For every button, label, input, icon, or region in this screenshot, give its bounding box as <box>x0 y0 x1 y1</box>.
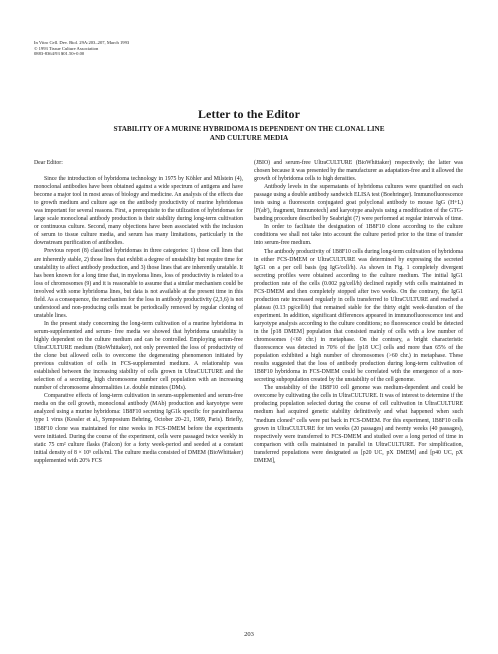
paragraph: Since the introduction of hybridoma technology in 1975 by Köhler and Milstein (4), monoclonal antibodies have been obtained against a wide spectrum of antigens and have become a major tool in most areas of biology and medicine. An analysis of the effects due to growth medium and culture age on the antibody productivity of murine hybridomas was important for several reasons. First, a prerequisite to the utilization of hybridomas for large scale monoclonal antibody production is their stability during long-term cultivation or continuous culture. Second, many objections have been associated with the inclusion of serum to tissue culture media, and serum has many limitations, particularly in the downstream purification of antibodies. <box>34 176 243 247</box>
page-number: 203 <box>244 631 254 638</box>
citation-line: In Vitro Cell. Dev. Biol. 29A:203–207, March 1993 <box>34 40 130 45</box>
paragraph: The unstability of the 1B8F10 cell genome was medium-dependent and could be overcome by cultivating the cells in UltraCULTURE. It was of interest to determine if the producing population selected during the course of cell cultivation in UltraCULTURE medium had acquired genetic stability definitively and what happened when such "medium cloned" cells were put back in FCS-DMEM. For this experiment, 1B8F10 cells grown in UltraCULTURE for ten weeks (20 passages) and twenty weeks (40 passages), respectively were transferred to FCS-DMEM and studied over a long period of time in comparison with cells maintained in parallel in UltraCULTURE. For simplification, transferred populations were designated as [p20 UC, pX DMEM] and [p40 UC, pX DMEM], <box>254 385 463 464</box>
paragraph: Comparative effects of long-term cultivation in serum-supplemented and serum-free media on the cell growth, monoclonal antibody (MAb) production and karyotype were analyzed using a murine hybridoma: 1B8F10 secreting IgG1k specific for parainfluenza type 1 virus (Kessler et al., Symposium Behring, October 20–21, 1989, Paris). Briefly, 1B8F10 clone was maintained for nine weeks in FCS-DMEM before the experiments were initiated. During the course of the experiment, cells were passaged twice weekly in static 75 cm² culture flasks (Falcon) for a forty week-period and seeded at a constant initial density of 8 × 10⁵ cells/ml. The culture media consisted of DMEM (BioWhittaker) supplemented with 20% FCS <box>34 393 243 464</box>
left-column <box>34 159 243 465</box>
paragraph: (JBIO) and serum-free UltraCULTURE (BioWhittaker) respectively; the latter was chosen because it was presented by the manufacturer as adaptation-free and it allowed the growth of hybridoma cells to high densities. <box>254 160 463 183</box>
paragraph: In the present study concerning the long-term cultivation of a murine hybridoma in serum-supplemented and serum- free media we showed that hybridoma unstability is highly dependent on the culture medium and can be controlled. Employing serum-free UltraCULTURE medium (BioWhittaker), not only prevented the loss of productivity of the clone but allowed cells to overcome the degenerating phenomenon initiated by previous cultivation of cells in FCS-supplemented medium. A relationship was established between the increasing stability of cells grown in UltraCULTURE and the selection of a secreting, high chromosome number cell population with an increasing number of chromosome abnormalities i.e. double minutes (DMs). <box>34 320 243 392</box>
paragraph: In order to facilitate the designation of 1B8F10 clone according to the culture conditions we shall not take into account the culture period prior to the time of transfer into serum-free medium. <box>254 224 463 247</box>
copyright-line: © 1993 Tissue Culture Association <box>34 45 99 51</box>
paragraph: Antibody levels in the supernatants of hybridoma cultures were quantified on each passage using a double antibody sandwich ELISA test (Boehringer). Immunofluorescence tests using a fluorescein conjugated goat polyclonal antibody to mouse IgG (H+L) [F(ab')₂ fragment, Immunotech] and karyotype analysis using a modification of the GTG-banding procedure described by Seabright (7) were performed at regular intervals of time. <box>254 184 463 223</box>
paragraph: Previous report (8) classified hybridomas in three categories: 1) those cell lines that are inherently stable, 2) those lines that exhibit a degree of unstability but require time for unstability to affect antibody production, and 3) those lines that are inherently unstable. It has been known for a long time that, in myeloma lines, loss of productivity is related to a loss of chromosomes (9) and it is reasonable to assume that a similar mechanism could be involved with some hybridoma lines, but data is not available at the present time in this field. As a consequence, the mechanism for the loss in antibody productivity (2,3,6) is not understood and non-producing cells must be periodically removed by regular cloning of unstable lines. <box>34 248 243 319</box>
subtitle-line: STABILITY OF A MURINE HYBRIDOMA IS DEPENDENT ON THE CLONAL LINE <box>113 125 385 133</box>
issn-line: 0883-8364/93 $01.50+0.00 <box>34 51 85 57</box>
salutation: Dear Editor: <box>34 160 63 166</box>
subtitle-line: AND CULTURE MEDIA <box>209 134 289 142</box>
article-subtitle <box>60 125 438 143</box>
letter-title: Letter to the Editor <box>197 107 301 121</box>
right-column <box>254 159 463 465</box>
journal-header <box>34 40 234 57</box>
paragraph: The antibody productivity of 1B8F10 cells during long-term cultivation of hybridoma in either FCS-DMEM or UltraCULTURE was determined by expressing the secreted IgG1 on a per cell basis (pg IgG/cell/h). As shown in Fig. 1 completely divergent secreting profiles were obtained according to the culture medium. The initial IgG1 production rate of the cells (0.002 pg/cell/h) declined rapidly with cells maintained in FCS-DMEM and then completely stopped after two weeks. On the contrary, the IgG1 production rate increased regularly in cells transferred to UltraCULTURE and reached a plateau (0.13 pg/cell/h) that remained stable for the thirty eight week-duration of the experiment. In addition, significant differences appeared in immunofluorescence test and karyotype analysis according to the culture conditions; no fluorescence could be detected in the [p18 DMEM] population that consisted mainly of cells with a low number of chromosomes (<60 chr.) in metaphase. On the contrary, a bright characteristic fluorescence was detected in 70% of the [p18 UC] cells and more than 65% of the population exhibited a high number of chromosomes (>60 chr.) in metaphase. These results suggested that the loss of antibody production during long-term cultivation of 1B8F10 hybridoma in FCS-DMEM could be correlated with the emergence of a non-secreting subpopulation created by the unstability of the cell genome. <box>254 248 463 384</box>
